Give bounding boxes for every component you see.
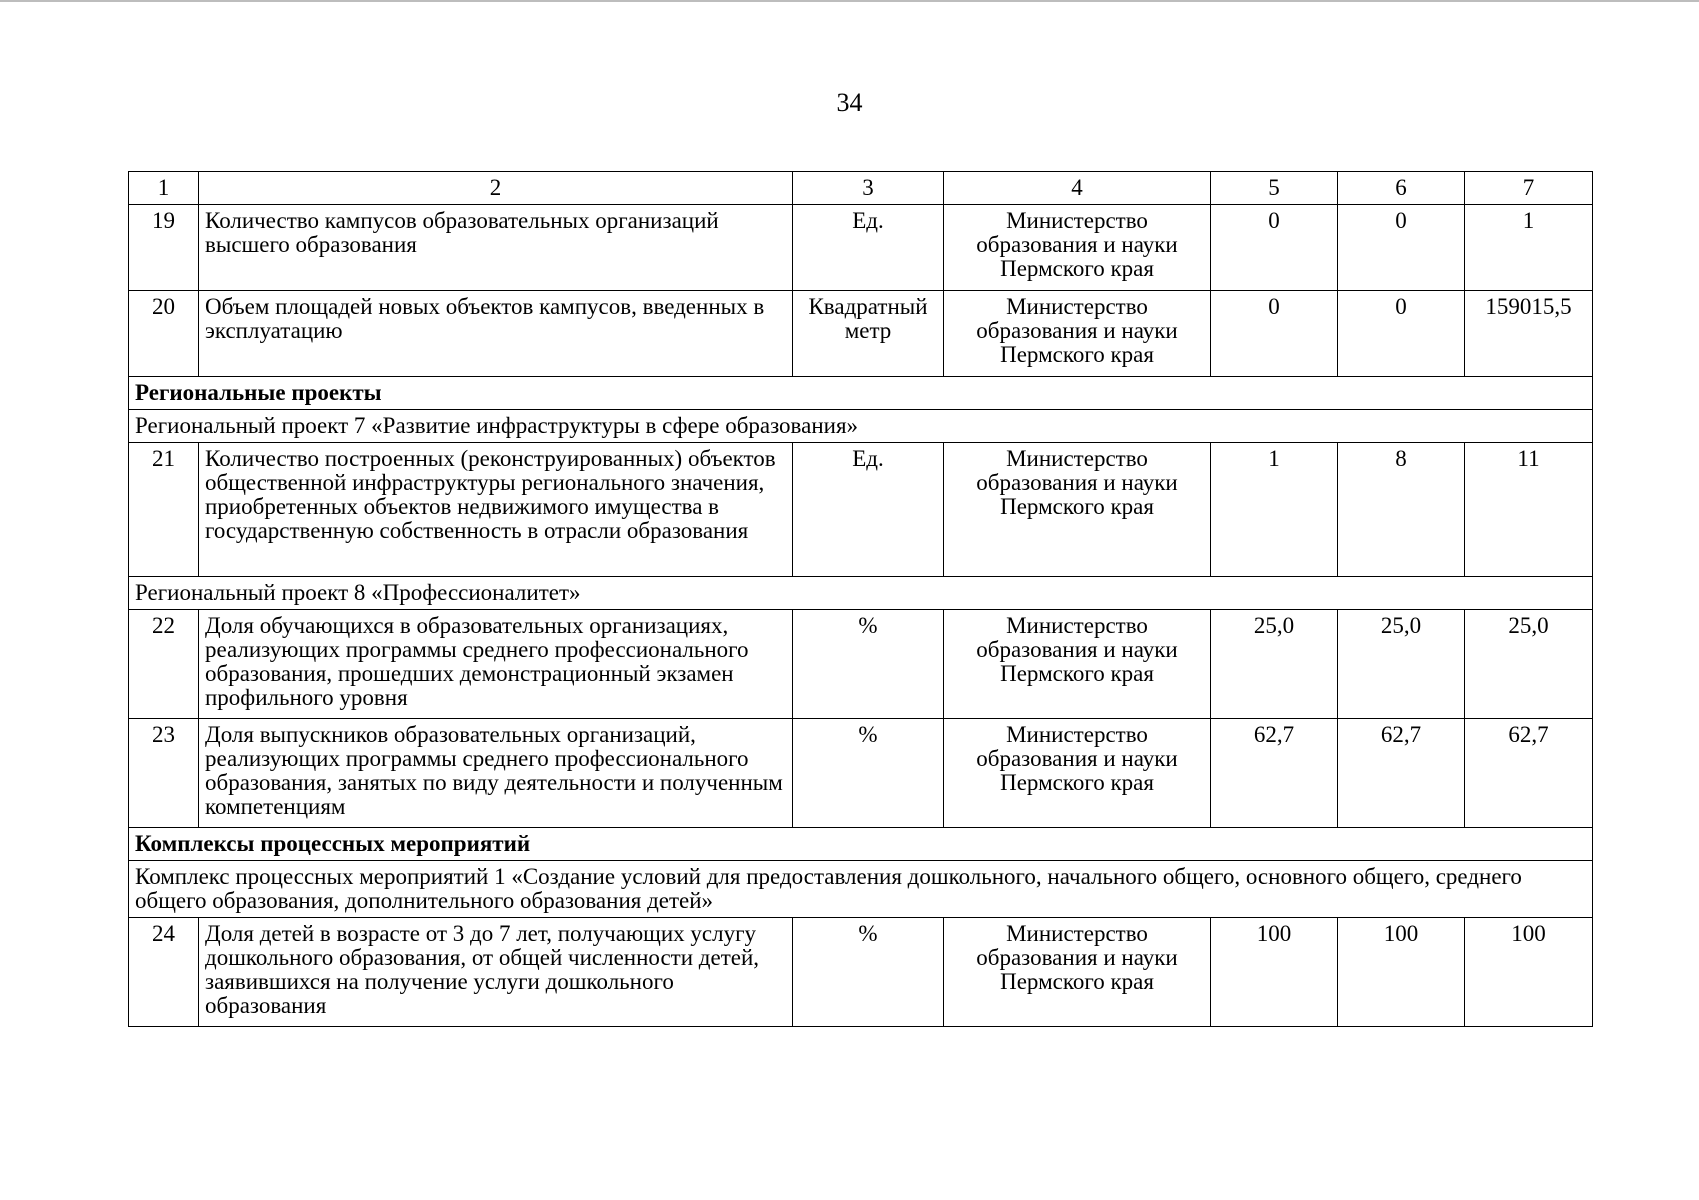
column-header: 5 bbox=[1211, 172, 1338, 205]
column-header: 7 bbox=[1465, 172, 1593, 205]
value-cell: 100 bbox=[1338, 918, 1465, 1027]
row-number: 21 bbox=[129, 443, 199, 577]
responsible-cell: Министерство образования и науки Пермского края bbox=[944, 719, 1211, 828]
responsible-cell: Министерство образования и науки Пермского края bbox=[944, 291, 1211, 377]
section-title: Комплексы процессных мероприятий bbox=[129, 828, 1593, 861]
indicator-name: Объем площадей новых объектов кампусов, введенных в эксплуатацию bbox=[199, 291, 793, 377]
value-cell: 1 bbox=[1465, 205, 1593, 291]
table-row bbox=[129, 443, 1593, 577]
indicator-name: Доля обучающихся в образовательных организациях, реализующих программы среднего профессионального образования, прошедших демонстрационный экзамен профильного уровня bbox=[199, 610, 793, 719]
value-cell: 0 bbox=[1211, 205, 1338, 291]
value-cell: 25,0 bbox=[1211, 610, 1338, 719]
value-cell: 62,7 bbox=[1211, 719, 1338, 828]
row-number: 23 bbox=[129, 719, 199, 828]
column-header: 4 bbox=[944, 172, 1211, 205]
subsection-row bbox=[129, 410, 1593, 443]
section-row bbox=[129, 377, 1593, 410]
table-row bbox=[129, 205, 1593, 291]
value-cell: 11 bbox=[1465, 443, 1593, 577]
row-number: 20 bbox=[129, 291, 199, 377]
unit-cell: Ед. bbox=[793, 443, 944, 577]
row-number: 24 bbox=[129, 918, 199, 1027]
unit-cell: % bbox=[793, 610, 944, 719]
unit-cell: % bbox=[793, 918, 944, 1027]
unit-cell: Квадратный метр bbox=[793, 291, 944, 377]
table-header-row bbox=[129, 172, 1593, 205]
value-cell: 100 bbox=[1211, 918, 1338, 1027]
table-row bbox=[129, 291, 1593, 377]
subsection-title: Региональный проект 8 «Профессионалитет» bbox=[129, 577, 1593, 610]
unit-cell: % bbox=[793, 719, 944, 828]
value-cell: 25,0 bbox=[1338, 610, 1465, 719]
column-header: 1 bbox=[129, 172, 199, 205]
table-row bbox=[129, 719, 1593, 828]
subsection-title: Региональный проект 7 «Развитие инфраструктуры в сфере образования» bbox=[129, 410, 1593, 443]
responsible-cell: Министерство образования и науки Пермского края bbox=[944, 918, 1211, 1027]
page-number: 34 bbox=[836, 88, 863, 117]
scan-edge bbox=[0, 0, 1699, 2]
value-cell: 100 bbox=[1465, 918, 1593, 1027]
subsection-row bbox=[129, 861, 1593, 918]
indicator-name: Количество кампусов образовательных организаций высшего образования bbox=[199, 205, 793, 291]
row-number: 19 bbox=[129, 205, 199, 291]
table-row bbox=[129, 918, 1593, 1027]
value-cell: 0 bbox=[1338, 205, 1465, 291]
value-cell: 0 bbox=[1338, 291, 1465, 377]
column-header: 2 bbox=[199, 172, 793, 205]
value-cell: 159015,5 bbox=[1465, 291, 1593, 377]
section-title: Региональные проекты bbox=[129, 377, 1593, 410]
indicator-name: Доля выпускников образовательных организаций, реализующих программы среднего профессионального образования, занятых по виду деятельности и полученным компетенциям bbox=[199, 719, 793, 828]
indicators-table bbox=[128, 171, 1593, 1027]
value-cell: 62,7 bbox=[1338, 719, 1465, 828]
column-header: 3 bbox=[793, 172, 944, 205]
subsection-row bbox=[129, 577, 1593, 610]
section-row bbox=[129, 828, 1593, 861]
column-header: 6 bbox=[1338, 172, 1465, 205]
responsible-cell: Министерство образования и науки Пермского края bbox=[944, 205, 1211, 291]
value-cell: 8 bbox=[1338, 443, 1465, 577]
value-cell: 0 bbox=[1211, 291, 1338, 377]
responsible-cell: Министерство образования и науки Пермского края bbox=[944, 443, 1211, 577]
value-cell: 25,0 bbox=[1465, 610, 1593, 719]
unit-cell: Ед. bbox=[793, 205, 944, 291]
value-cell: 62,7 bbox=[1465, 719, 1593, 828]
responsible-cell: Министерство образования и науки Пермского края bbox=[944, 610, 1211, 719]
subsection-title: Комплекс процессных мероприятий 1 «Создание условий для предоставления дошкольного, начального общего, основного общего, среднего общего образования, дополнительного образования детей» bbox=[129, 861, 1593, 918]
value-cell: 1 bbox=[1211, 443, 1338, 577]
indicator-name: Доля детей в возрасте от 3 до 7 лет, получающих услугу дошкольного образования, от общей численности детей, заявившихся на получение услуги дошкольного образования bbox=[199, 918, 793, 1027]
row-number: 22 bbox=[129, 610, 199, 719]
indicator-name: Количество построенных (реконструированных) объектов общественной инфраструктуры регионального значения, приобретенных объектов недвижимого имущества в государственную собственность в отрасли образования bbox=[199, 443, 793, 577]
table-row bbox=[129, 610, 1593, 719]
